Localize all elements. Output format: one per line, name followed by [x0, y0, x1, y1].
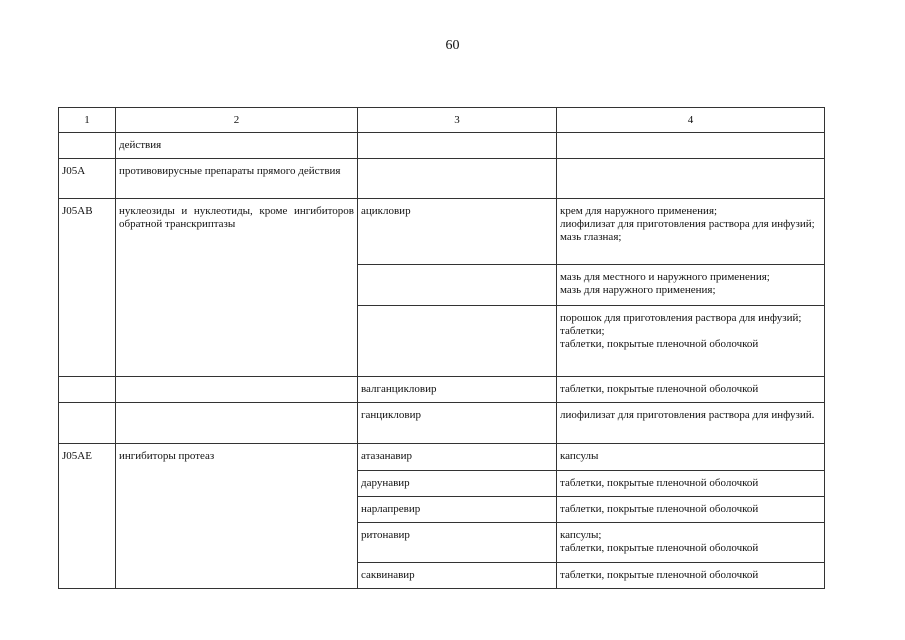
drug-cell: атазанавир: [358, 444, 557, 471]
form-cell: [557, 523, 825, 563]
form-line: порошок для приготовления раствора для инфузий;: [560, 312, 802, 324]
group-cell: ингибиторы протеаз: [116, 444, 358, 589]
form-line: мазь для наружного применения;: [560, 284, 716, 296]
code-cell: J05AB: [59, 199, 116, 377]
drug-cell: ганцикловир: [358, 403, 557, 444]
table-header-row: [59, 108, 825, 133]
form-cell: таблетки, покрытые пленочной оболочкой: [557, 563, 825, 589]
form-line: таблетки;: [560, 325, 605, 337]
form-cell: лиофилизат для приготовления раствора для инфузий.: [557, 403, 825, 444]
code-cell: [59, 133, 116, 159]
form-line: мазь глазная;: [560, 231, 622, 243]
drug-cell: валганцикловир: [358, 377, 557, 403]
group-cell: [116, 403, 358, 444]
table-row: [59, 199, 825, 265]
form-line: крем для наружного применения;: [560, 205, 718, 217]
form-cell: [557, 159, 825, 199]
form-cell: таблетки, покрытые пленочной оболочкой: [557, 497, 825, 523]
form-cell: [557, 265, 825, 306]
drug-cell: [358, 133, 557, 159]
header-col-2: 2: [116, 108, 358, 133]
drug-cell: нарлапревир: [358, 497, 557, 523]
drug-cell: [358, 159, 557, 199]
drug-cell: ацикловир: [358, 199, 557, 265]
form-line: таблетки, покрытые пленочной оболочкой: [560, 338, 759, 350]
form-cell: [557, 199, 825, 265]
code-cell: J05A: [59, 159, 116, 199]
group-cell: [116, 377, 358, 403]
form-cell: капсулы: [557, 444, 825, 471]
drug-cell: дарунавир: [358, 471, 557, 497]
header-col-1: 1: [59, 108, 116, 133]
form-cell: таблетки, покрытые пленочной оболочкой: [557, 377, 825, 403]
form-cell: [557, 306, 825, 377]
table-row: [59, 377, 825, 403]
table-row: [59, 403, 825, 444]
group-cell: нуклеозиды и нуклеотиды, кроме ингибиторов обратной транскриптазы: [116, 199, 358, 377]
table-row: [59, 444, 825, 471]
drug-cell: [358, 306, 557, 377]
group-cell: действия: [116, 133, 358, 159]
drug-table: [58, 107, 825, 589]
form-line: лиофилизат для приготовления раствора для инфузий;: [560, 218, 815, 230]
form-line: капсулы;: [560, 529, 602, 541]
code-cell: [59, 377, 116, 403]
drug-cell: [358, 265, 557, 306]
form-cell: [557, 133, 825, 159]
table-row: [59, 159, 825, 199]
form-line: мазь для местного и наружного применения;: [560, 271, 770, 283]
form-cell: таблетки, покрытые пленочной оболочкой: [557, 471, 825, 497]
page-number: 60: [445, 38, 460, 53]
header-col-4: 4: [557, 108, 825, 133]
drug-cell: саквинавир: [358, 563, 557, 589]
form-line: таблетки, покрытые пленочной оболочкой: [560, 542, 759, 554]
table-row: [59, 133, 825, 159]
header-col-3: 3: [358, 108, 557, 133]
code-cell: [59, 403, 116, 444]
code-cell: J05AE: [59, 444, 116, 589]
group-cell: противовирусные препараты прямого действия: [116, 159, 358, 199]
drug-cell: ритонавир: [358, 523, 557, 563]
